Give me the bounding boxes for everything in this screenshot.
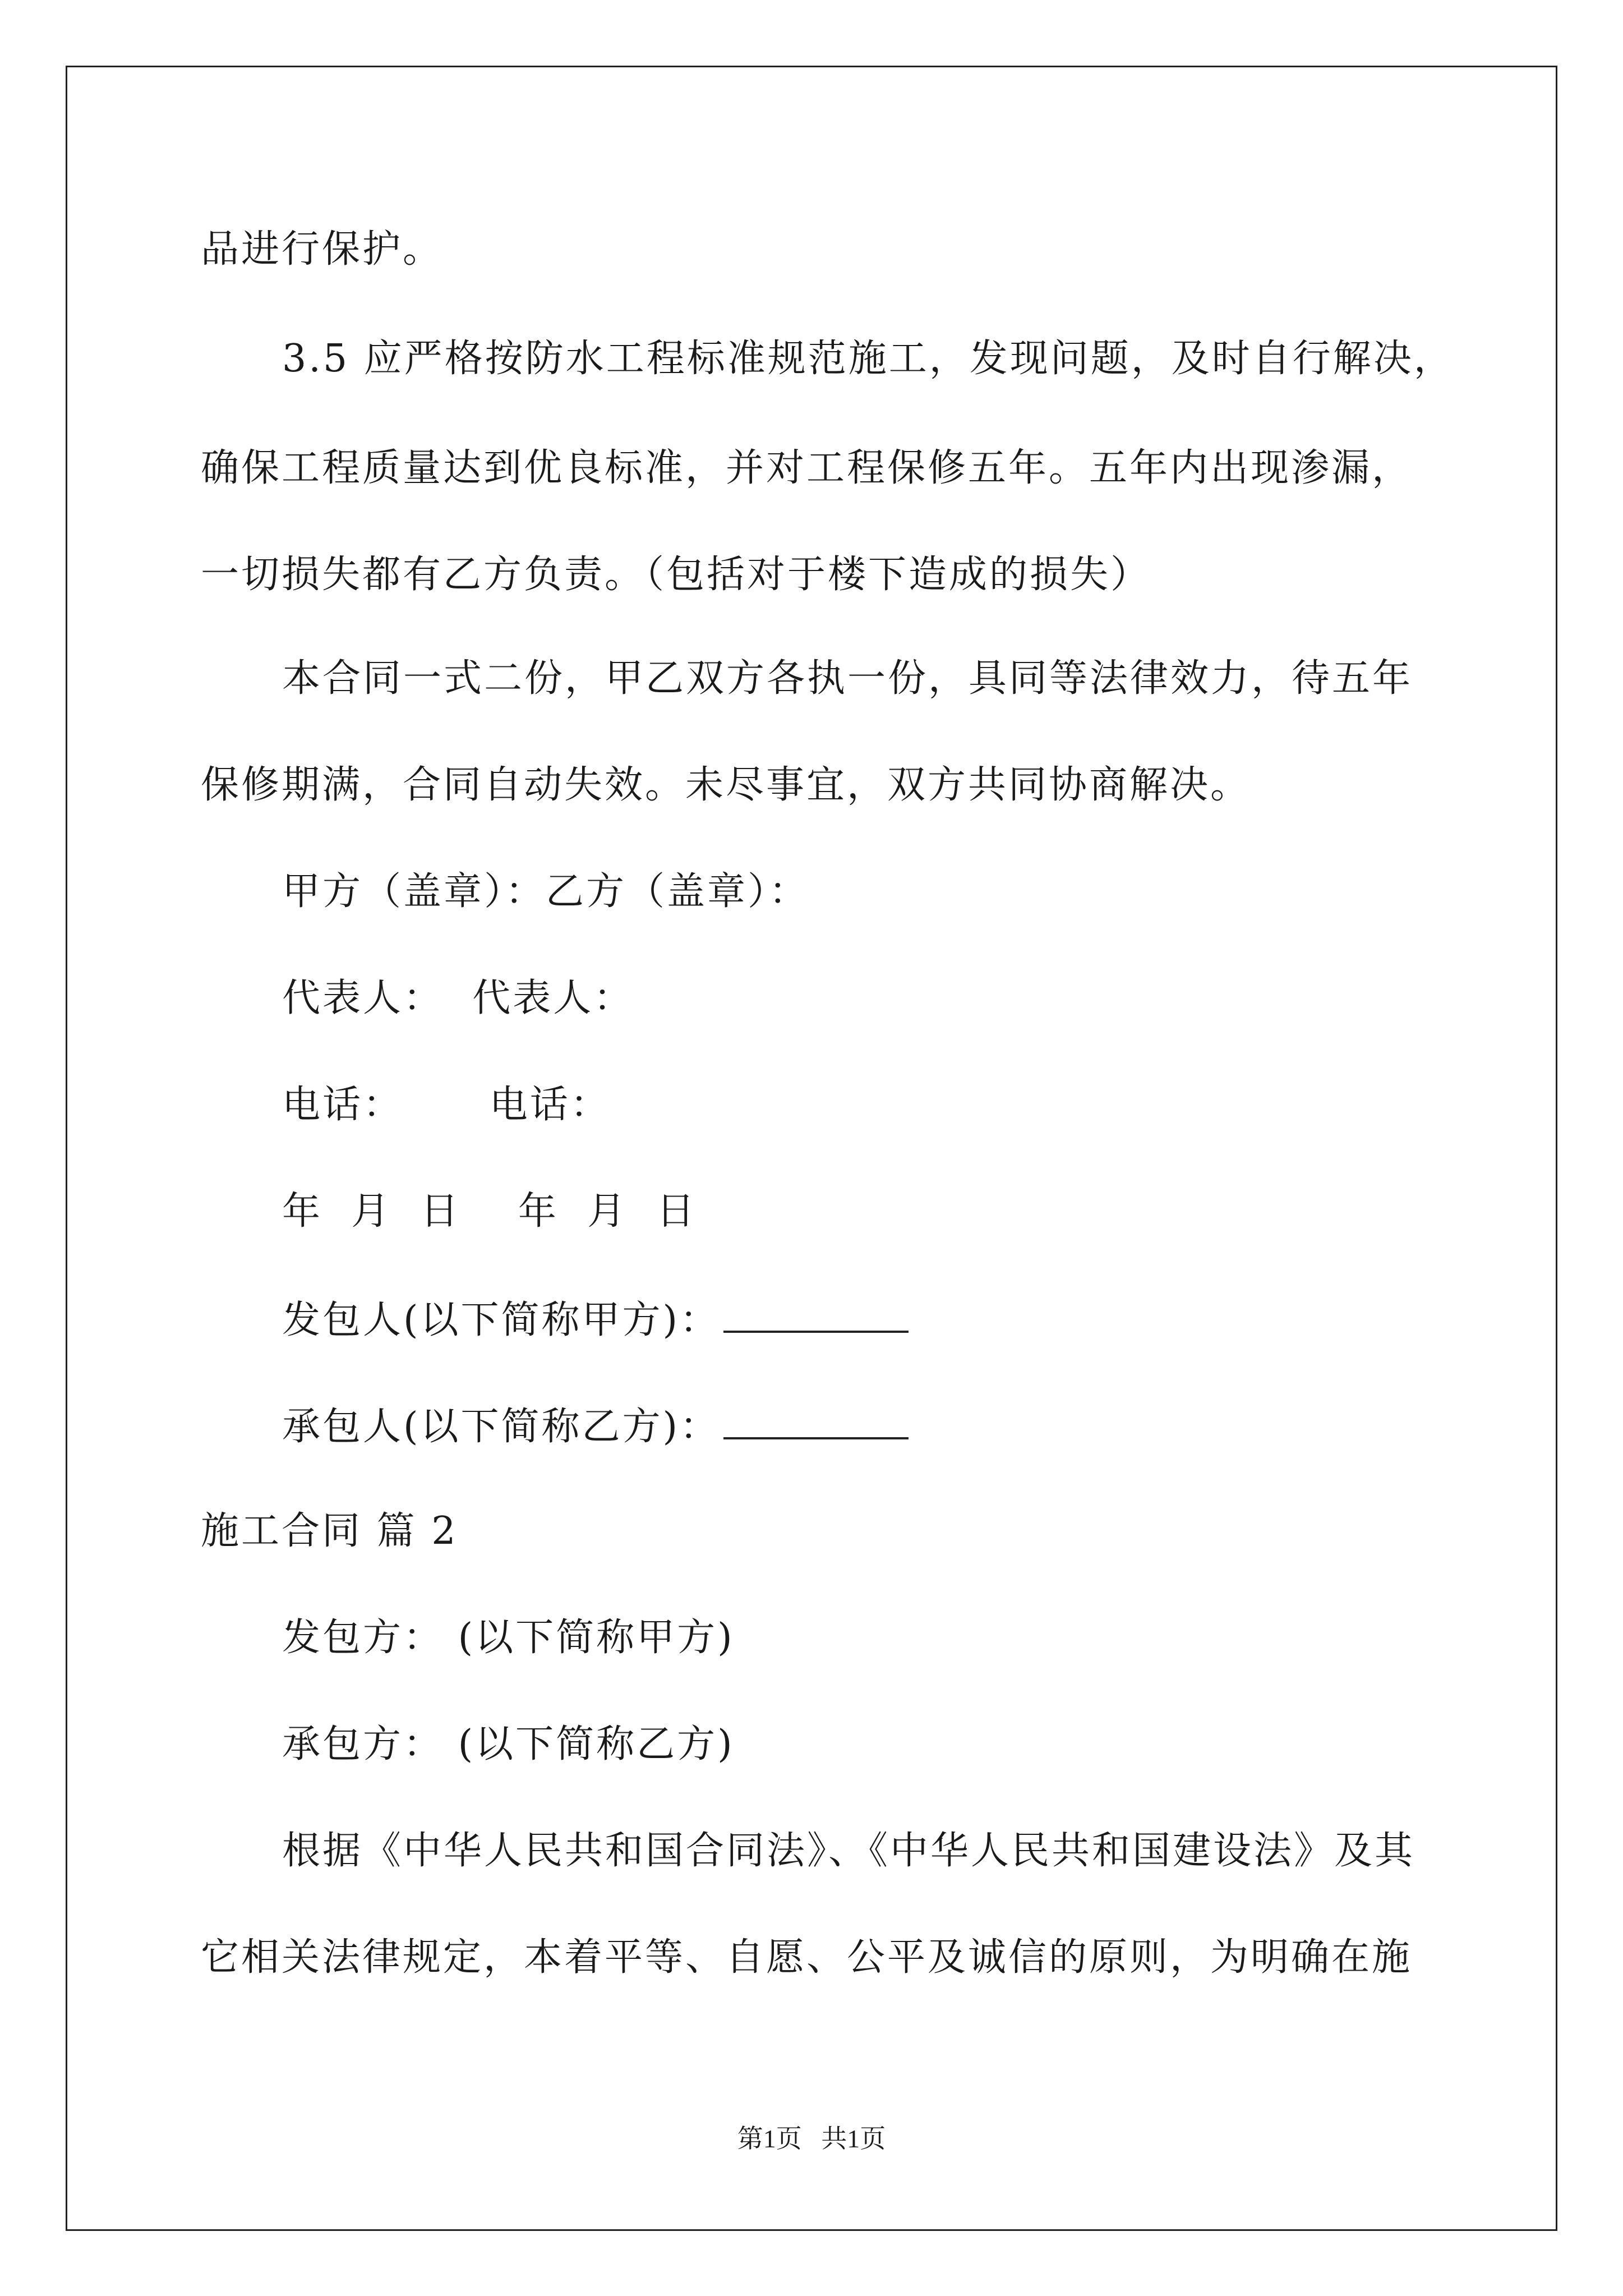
section-heading: 施工合同 篇 2 (201, 1509, 458, 1553)
paragraph-line-2: 3.5 应严格按防水工程标准规范施工，发现问题，及时自行解决， (282, 337, 1454, 381)
page-footer: 第1页 共1页 (737, 2124, 886, 2153)
employer-line (282, 1296, 909, 1343)
paragraph-line-5: 本合同一式二份，甲乙双方各执一份，具同等法律效力，待五年 (282, 656, 1413, 701)
contractor-blank-field[interactable] (723, 1402, 909, 1439)
contractor-label: 承包人(以下简称乙方)： (282, 1405, 721, 1449)
paragraph-line-16: 根据《中华人民共和国合同法》、《中华人民共和国建设法》及其 (282, 1829, 1415, 1873)
paragraph-line-3: 确保工程质量达到优良标准，并对工程保修五年。五年内出现渗漏， (201, 446, 1413, 490)
paragraph-line-6: 保修期满，合同自动失效。未尽事宜，双方共同协商解决。 (201, 763, 1251, 807)
contractor-party-line: 承包方： (以下简称乙方) (282, 1722, 735, 1766)
paragraph-line-17: 它相关法律规定，本着平等、自愿、公平及诚信的原则，为明确在施 (201, 1935, 1413, 1980)
paragraph-line-1: 品进行保护。 (201, 227, 444, 272)
date-line: 年 月 日 年 月 日 (282, 1189, 697, 1234)
page-border (66, 66, 1557, 2231)
representative-line: 代表人： 代表人： (282, 976, 634, 1020)
contractor-line (282, 1402, 909, 1450)
employer-party-line: 发包方： (以下简称甲方) (282, 1616, 735, 1660)
phone-line: 电话： 电话： (282, 1083, 611, 1127)
paragraph-line-4: 一切损失都有乙方负责。（包括对于楼下造成的损失） (201, 553, 1151, 597)
signature-seal-line: 甲方（盖章）：乙方（盖章）： (282, 869, 810, 914)
employer-blank-field[interactable] (723, 1296, 909, 1333)
employer-label: 发包人(以下简称甲方)： (282, 1298, 721, 1342)
